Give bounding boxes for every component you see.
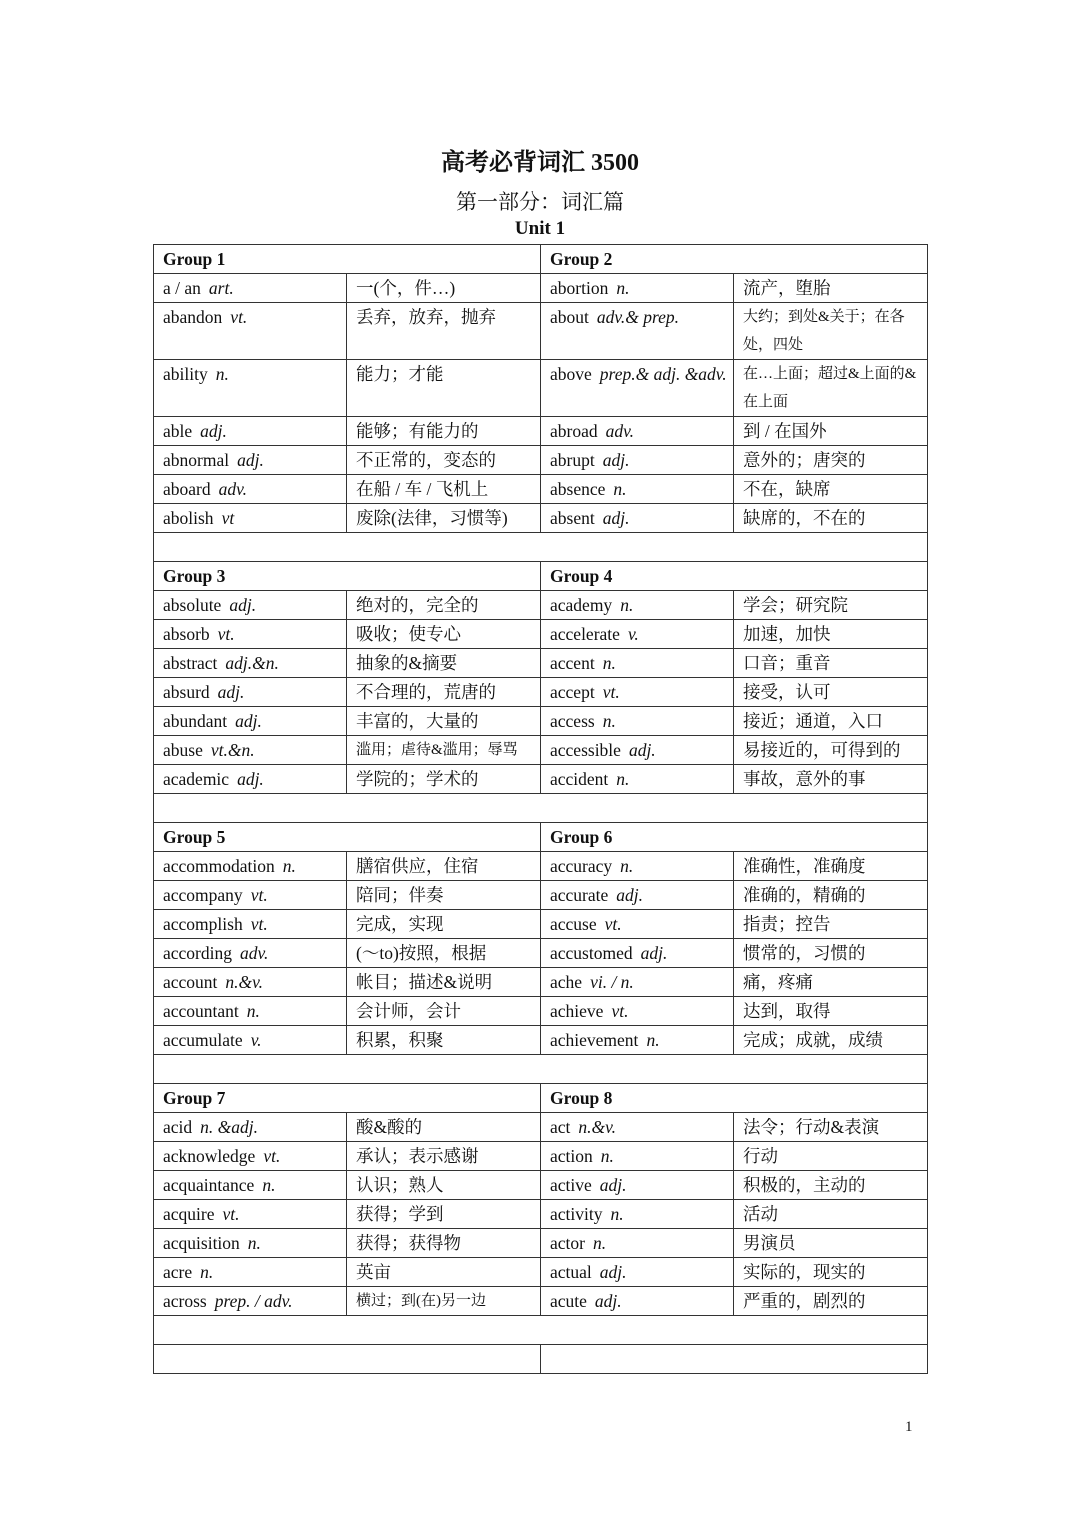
word-cell (154, 1229, 347, 1258)
part-of-speech: vt. (263, 1146, 281, 1166)
word-text: action (550, 1146, 593, 1166)
table-row (154, 765, 928, 794)
document-title: 高考必背词汇 3500 (441, 150, 639, 176)
chinese-meaning: 易接近的，可得到的 (734, 736, 928, 765)
chinese-meaning: 能力；才能 (347, 360, 541, 417)
word-cell (541, 620, 734, 649)
chinese-meaning: 丰富的，大量的 (347, 707, 541, 736)
word-text: accurate (550, 885, 609, 905)
word-cell (154, 1113, 347, 1142)
chinese-meaning: 在…上面；超过&上面的&在上面 (734, 360, 928, 417)
word-cell (154, 997, 347, 1026)
table-row (154, 360, 928, 417)
table-row (154, 968, 928, 997)
part-of-speech: vt. (611, 1001, 629, 1021)
word-cell (154, 1258, 347, 1287)
part-of-speech: n. (592, 1233, 607, 1253)
part-of-speech: adj. (229, 595, 257, 615)
unit-heading: Unit 1 (514, 218, 566, 239)
group-header-row (154, 562, 928, 591)
word-cell (154, 1142, 347, 1171)
word-cell (541, 274, 734, 303)
part-of-speech: n. (246, 1001, 260, 1021)
chinese-meaning: 一(个，件…) (347, 274, 541, 303)
part-of-speech: adv. (218, 479, 247, 499)
chinese-meaning: 获得；学到 (347, 1200, 541, 1229)
word-cell (541, 736, 734, 765)
word-text: accuse (550, 914, 597, 934)
part-of-speech: n. (215, 364, 229, 384)
table-row (154, 446, 928, 475)
part-of-speech: adv.& prep. (596, 307, 680, 327)
part-of-speech: n. (600, 1146, 614, 1166)
word-text: achieve (550, 1001, 604, 1021)
word-text: active (550, 1175, 592, 1195)
group-title: Group 1 (154, 245, 541, 274)
word-cell (541, 504, 734, 533)
part-of-speech: adj. (237, 450, 264, 470)
table-row (154, 504, 928, 533)
word-text: accelerate (550, 624, 620, 644)
word-cell (541, 968, 734, 997)
chinese-meaning: 承认；表示感谢 (347, 1142, 541, 1171)
part-of-speech: n. (616, 278, 630, 298)
empty-cell (154, 794, 928, 823)
word-text: acid (163, 1117, 193, 1137)
word-cell (541, 475, 734, 504)
chinese-meaning: 指责；控告 (734, 910, 928, 939)
group-header-row (154, 1084, 928, 1113)
part-of-speech: vt. (250, 885, 268, 905)
word-cell (541, 360, 734, 417)
part-of-speech: adj. (599, 1262, 627, 1282)
word-text: able (163, 421, 193, 441)
chinese-meaning: 加速，加快 (734, 620, 928, 649)
part-of-speech: n. (282, 856, 296, 876)
part-of-speech: art. (208, 278, 234, 298)
table-row (154, 1287, 928, 1316)
chinese-meaning: 缺席的，不在的 (734, 504, 928, 533)
word-cell (154, 736, 347, 765)
word-cell (154, 678, 347, 707)
chinese-meaning: 惯常的，习惯的 (734, 939, 928, 968)
chinese-meaning: 准确的，精确的 (734, 881, 928, 910)
word-cell (541, 1200, 734, 1229)
part-of-speech: n. (616, 769, 630, 789)
table-row (154, 475, 928, 504)
word-text: about (550, 307, 589, 327)
table-row (154, 1113, 928, 1142)
word-cell (541, 939, 734, 968)
chinese-meaning: 流产，堕胎 (734, 274, 928, 303)
word-cell (541, 1171, 734, 1200)
part-of-speech: adj. (616, 885, 644, 905)
chinese-meaning: 严重的，剧烈的 (734, 1287, 928, 1316)
word-cell (154, 504, 347, 533)
part-of-speech: vt. (222, 1204, 240, 1224)
chinese-meaning: 会计师，会计 (347, 997, 541, 1026)
word-cell (154, 475, 347, 504)
vocabulary-table (153, 244, 928, 1374)
chinese-meaning: 法令；行动&表演 (734, 1113, 928, 1142)
word-cell (154, 274, 347, 303)
chinese-meaning: 丢弃，放弃，抛弃 (347, 303, 541, 360)
part-of-speech: adj. (602, 508, 630, 528)
chinese-meaning: 废除(法律，习惯等) (347, 504, 541, 533)
chinese-meaning: 横过；到(在)另一边 (347, 1287, 541, 1316)
chinese-meaning: 绝对的，完全的 (347, 591, 541, 620)
word-text: actual (550, 1262, 592, 1282)
word-text: achievement (550, 1030, 639, 1050)
word-cell (154, 649, 347, 678)
part-of-speech: vt. (250, 914, 268, 934)
word-text: abolish (163, 508, 214, 528)
group-title: Group 7 (154, 1084, 541, 1113)
part-of-speech: n. (646, 1030, 660, 1050)
part-of-speech: vt. (230, 307, 248, 327)
word-text: act (550, 1117, 571, 1137)
word-text: abortion (550, 278, 609, 298)
word-cell (154, 417, 347, 446)
part-of-speech: v. (627, 624, 639, 644)
chinese-meaning: 学会；研究院 (734, 591, 928, 620)
chinese-meaning: 英亩 (347, 1258, 541, 1287)
chinese-meaning: 积极的，主动的 (734, 1171, 928, 1200)
chinese-meaning: 痛，疼痛 (734, 968, 928, 997)
word-text: acre (163, 1262, 193, 1282)
table-row (154, 1229, 928, 1258)
word-text: account (163, 972, 218, 992)
table-row (154, 417, 928, 446)
word-cell (154, 765, 347, 794)
word-text: abundant (163, 711, 228, 731)
word-cell (541, 707, 734, 736)
word-text: accent (550, 653, 595, 673)
part-of-speech: vi. / n. (590, 972, 634, 992)
part-of-speech: adj. (217, 682, 245, 702)
word-cell (541, 910, 734, 939)
word-cell (154, 1026, 347, 1055)
chinese-meaning: 到 / 在国外 (734, 417, 928, 446)
chinese-meaning: 帐目；描述&说明 (347, 968, 541, 997)
chinese-meaning: 抽象的&摘要 (347, 649, 541, 678)
part-of-speech: adj. (200, 421, 227, 441)
part-of-speech: adj. (235, 711, 262, 731)
chinese-meaning: 在船 / 车 / 飞机上 (347, 475, 541, 504)
word-text: accumulate (163, 1030, 243, 1050)
part-of-speech: v. (250, 1030, 262, 1050)
word-text: actor (550, 1233, 585, 1253)
word-text: accident (550, 769, 609, 789)
empty-cell (154, 1055, 928, 1084)
table-row (154, 997, 928, 1026)
chinese-meaning: 不在，缺席 (734, 475, 928, 504)
table-row (154, 591, 928, 620)
part-of-speech: adj. (599, 1175, 627, 1195)
part-of-speech: n. (200, 1262, 214, 1282)
chinese-meaning: 完成，实现 (347, 910, 541, 939)
word-cell (541, 303, 734, 360)
word-text: above (550, 364, 592, 384)
word-text: absent (550, 508, 595, 528)
part-of-speech: n. (602, 711, 616, 731)
part-of-speech: n. (247, 1233, 261, 1253)
table-row (154, 649, 928, 678)
table-row (154, 1258, 928, 1287)
chinese-meaning: 达到，取得 (734, 997, 928, 1026)
spacer-row (154, 1055, 928, 1084)
word-text: acknowledge (163, 1146, 256, 1166)
word-text: absolute (163, 595, 222, 615)
word-text: aboard (163, 479, 211, 499)
table-row (154, 736, 928, 765)
word-text: academy (550, 595, 613, 615)
chinese-meaning: 能够；有能力的 (347, 417, 541, 446)
table-row (154, 678, 928, 707)
chinese-meaning: 实际的，现实的 (734, 1258, 928, 1287)
part-of-speech: adj. (628, 740, 656, 760)
word-text: academic (163, 769, 230, 789)
word-cell (154, 881, 347, 910)
word-text: abstract (163, 653, 218, 673)
word-cell (541, 649, 734, 678)
word-cell (541, 997, 734, 1026)
word-cell (541, 417, 734, 446)
part-of-speech: vt. (217, 624, 235, 644)
part-of-speech: vt.&n. (210, 740, 255, 760)
word-cell (541, 1142, 734, 1171)
word-text: absence (550, 479, 606, 499)
chinese-meaning: 膳宿供应，住宿 (347, 852, 541, 881)
chinese-meaning: (～to)按照，根据 (347, 939, 541, 968)
chinese-meaning: 大约；到处&关于；在各处，四处 (734, 303, 928, 360)
part-of-speech: n.&v. (578, 1117, 616, 1137)
chinese-meaning: 男演员 (734, 1229, 928, 1258)
word-text: activity (550, 1204, 603, 1224)
word-cell (541, 881, 734, 910)
word-cell (154, 360, 347, 417)
word-text: according (163, 943, 232, 963)
word-text: access (550, 711, 595, 731)
word-text: abuse (163, 740, 203, 760)
word-text: accept (550, 682, 595, 702)
empty-cell (154, 1316, 928, 1345)
word-text: across (163, 1291, 207, 1311)
word-cell (541, 1113, 734, 1142)
part-of-speech: prep.& adj. &adv. (599, 364, 727, 384)
word-cell (154, 591, 347, 620)
chinese-meaning: 酸&酸的 (347, 1113, 541, 1142)
word-cell (154, 939, 347, 968)
word-cell (154, 968, 347, 997)
word-cell (154, 1200, 347, 1229)
chinese-meaning: 不合理的，荒唐的 (347, 678, 541, 707)
word-text: acute (550, 1291, 587, 1311)
word-text: accompany (163, 885, 243, 905)
word-cell (154, 303, 347, 360)
word-text: abroad (550, 421, 598, 441)
spacer-row (154, 533, 928, 562)
table-row (154, 881, 928, 910)
word-cell (541, 852, 734, 881)
group-title: Group 6 (541, 823, 928, 852)
word-text: absorb (163, 624, 210, 644)
word-cell (541, 446, 734, 475)
word-text: abrupt (550, 450, 595, 470)
chinese-meaning: 行动 (734, 1142, 928, 1171)
word-cell (541, 1026, 734, 1055)
part-of-speech: vt. (602, 682, 620, 702)
group-title: Group 2 (541, 245, 928, 274)
chinese-meaning: 认识；熟人 (347, 1171, 541, 1200)
spacer-row (154, 1316, 928, 1345)
chinese-meaning: 准确性，准确度 (734, 852, 928, 881)
table-row (154, 939, 928, 968)
word-text: a / an (163, 278, 201, 298)
part-of-speech: adv. (240, 943, 269, 963)
part-of-speech: vt. (604, 914, 622, 934)
group-title: Group 5 (154, 823, 541, 852)
chinese-meaning: 意外的；唐突的 (734, 446, 928, 475)
chinese-meaning: 吸收；使专心 (347, 620, 541, 649)
part-of-speech: adj.&n. (225, 653, 279, 673)
table-row (154, 1171, 928, 1200)
spacer-row (154, 1345, 928, 1374)
part-of-speech: n.&v. (225, 972, 264, 992)
table-row (154, 303, 928, 360)
chinese-meaning: 完成；成就，成绩 (734, 1026, 928, 1055)
word-text: accountant (163, 1001, 239, 1021)
word-text: ability (163, 364, 208, 384)
group-title: Group 4 (541, 562, 928, 591)
word-cell (541, 1229, 734, 1258)
chinese-meaning: 不正常的，变态的 (347, 446, 541, 475)
chinese-meaning: 活动 (734, 1200, 928, 1229)
table-row (154, 1026, 928, 1055)
word-cell (541, 1258, 734, 1287)
word-text: acquire (163, 1204, 215, 1224)
chinese-meaning: 获得；获得物 (347, 1229, 541, 1258)
part-of-speech: n. (262, 1175, 276, 1195)
part-of-speech: adj. (602, 450, 630, 470)
part-of-speech: adj. (237, 769, 264, 789)
spacer-row (154, 794, 928, 823)
chinese-meaning: 滥用；虐待&滥用；辱骂 (347, 736, 541, 765)
word-text: accommodation (163, 856, 275, 876)
table-row (154, 620, 928, 649)
part-of-speech: adj. (594, 1291, 622, 1311)
document-subtitle: 第一部分：词汇篇 (456, 190, 624, 214)
part-of-speech: adj. (640, 943, 668, 963)
word-cell (154, 707, 347, 736)
word-text: accustomed (550, 943, 633, 963)
word-cell (541, 1287, 734, 1316)
part-of-speech: n. (620, 595, 634, 615)
empty-cell (541, 1345, 928, 1374)
word-text: accuracy (550, 856, 613, 876)
word-cell (541, 678, 734, 707)
word-cell (154, 446, 347, 475)
table-row (154, 852, 928, 881)
part-of-speech: n. (610, 1204, 624, 1224)
chinese-meaning: 陪同；伴奏 (347, 881, 541, 910)
part-of-speech: n. &adj. (200, 1117, 259, 1137)
empty-cell (154, 533, 928, 562)
part-of-speech: n. (620, 856, 634, 876)
word-text: abandon (163, 307, 223, 327)
group-header-row (154, 823, 928, 852)
word-text: absurd (163, 682, 210, 702)
word-cell (154, 1171, 347, 1200)
page-number: 1 (905, 1419, 913, 1435)
chinese-meaning: 接受，认可 (734, 678, 928, 707)
chinese-meaning: 学院的；学术的 (347, 765, 541, 794)
word-cell (154, 620, 347, 649)
part-of-speech: n. (613, 479, 627, 499)
table-row (154, 1142, 928, 1171)
part-of-speech: prep. / adv. (214, 1291, 293, 1311)
chinese-meaning: 口音；重音 (734, 649, 928, 678)
empty-cell (154, 1345, 541, 1374)
word-cell (541, 591, 734, 620)
word-cell (154, 910, 347, 939)
word-text: abnormal (163, 450, 230, 470)
part-of-speech: adv. (605, 421, 634, 441)
group-title: Group 3 (154, 562, 541, 591)
word-cell (154, 1287, 347, 1316)
word-text: accessible (550, 740, 621, 760)
word-cell (154, 852, 347, 881)
word-cell (541, 765, 734, 794)
table-row (154, 1200, 928, 1229)
chinese-meaning: 积累，积聚 (347, 1026, 541, 1055)
word-text: acquisition (163, 1233, 240, 1253)
table-row (154, 707, 928, 736)
word-text: accomplish (163, 914, 243, 934)
word-text: ache (550, 972, 583, 992)
part-of-speech: n. (602, 653, 616, 673)
table-row (154, 274, 928, 303)
group-title: Group 8 (541, 1084, 928, 1113)
chinese-meaning: 接近；通道，入口 (734, 707, 928, 736)
part-of-speech: vt (221, 508, 235, 528)
chinese-meaning: 事故，意外的事 (734, 765, 928, 794)
table-row (154, 910, 928, 939)
word-text: acquaintance (163, 1175, 255, 1195)
group-header-row (154, 245, 928, 274)
